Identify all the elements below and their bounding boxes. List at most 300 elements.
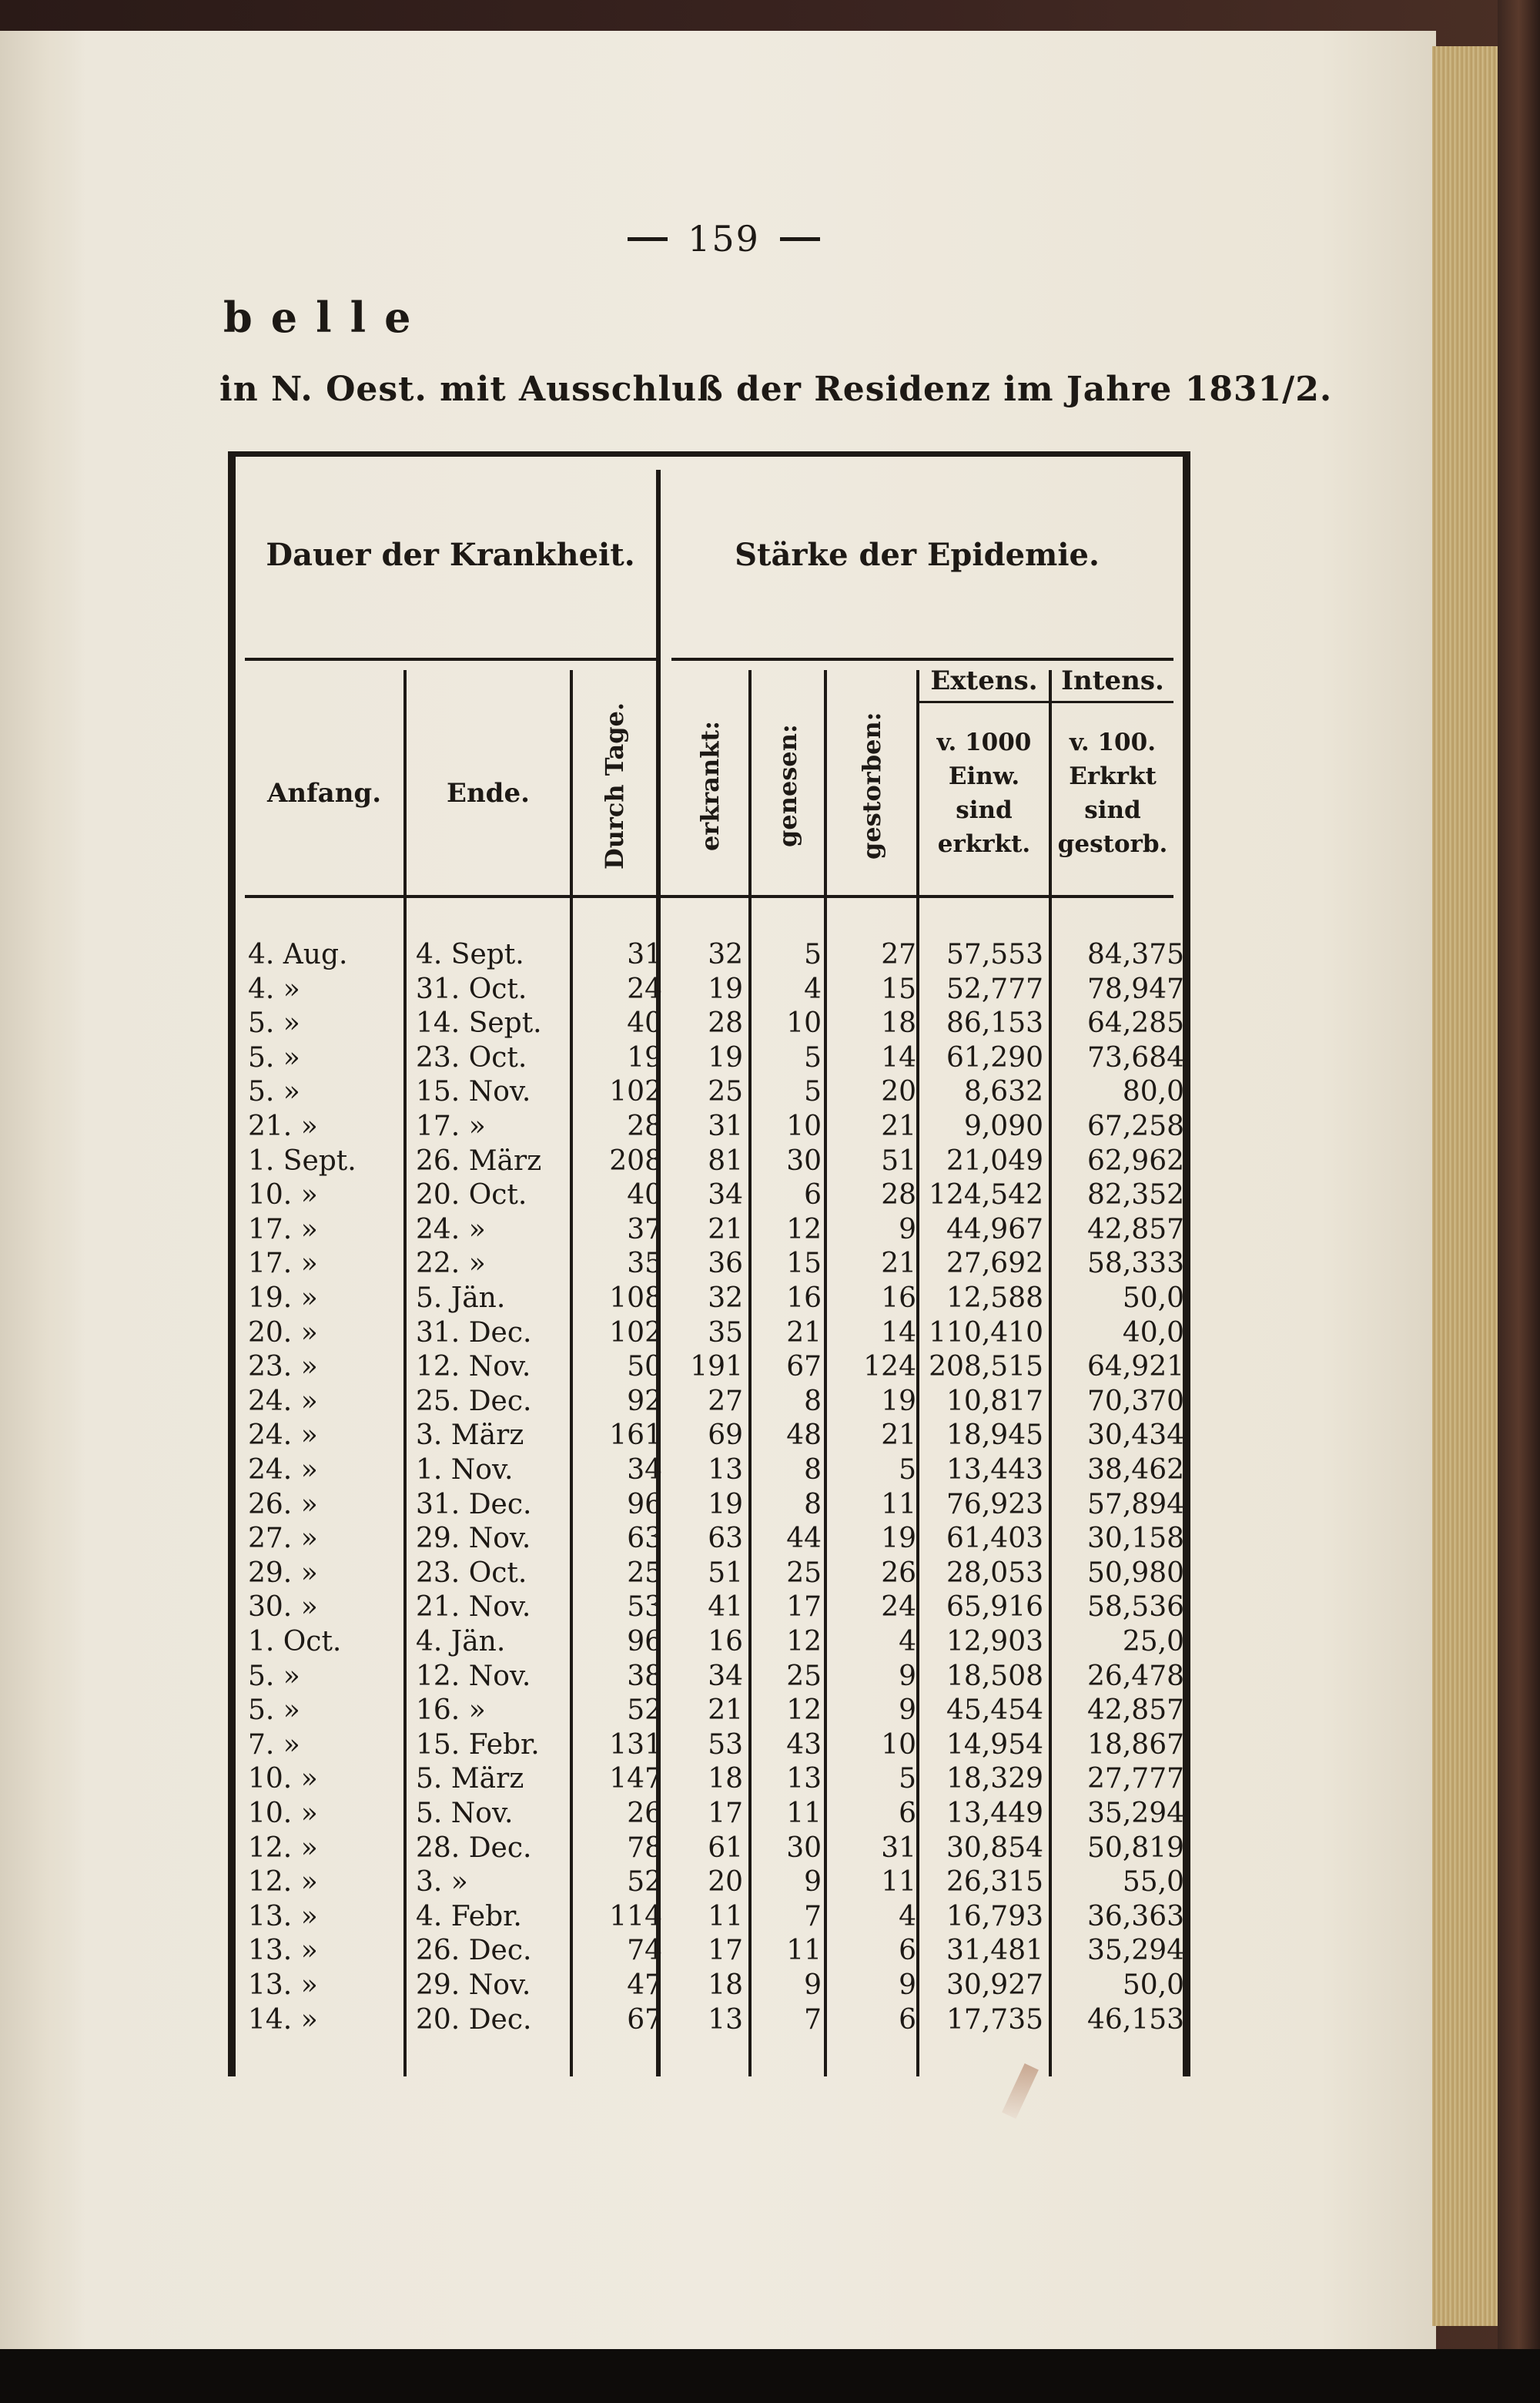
cell-start: 24. » xyxy=(248,1419,318,1452)
cell-dead: 10 xyxy=(881,1728,916,1761)
cell-intens: 58,333 xyxy=(1087,1248,1184,1280)
cell-days: 34 xyxy=(627,1454,662,1486)
table-row xyxy=(0,1832,1232,1865)
cell-dead: 21 xyxy=(881,1419,916,1452)
cell-days: 26 xyxy=(627,1798,662,1829)
cell-end: 31. Dec. xyxy=(416,1316,532,1349)
cell-start: 4. Aug. xyxy=(248,939,348,970)
extens-sub-line: Einw. xyxy=(948,762,1020,790)
cell-recovered: 6 xyxy=(804,1179,822,1212)
cell-recovered: 10 xyxy=(786,1111,822,1142)
cell-recovered: 11 xyxy=(786,1935,822,1967)
cell-dead: 24 xyxy=(881,1591,916,1624)
cell-end: 31. Dec. xyxy=(416,1488,532,1520)
cell-extens: 10,817 xyxy=(946,1385,1043,1417)
intens-sub-line: sind xyxy=(1084,796,1141,824)
table-row xyxy=(0,1488,1232,1522)
page-edges xyxy=(1432,46,1498,2326)
cell-dead: 20 xyxy=(881,1076,916,1108)
cell-dead: 18 xyxy=(881,1007,916,1040)
cell-dead: 5 xyxy=(899,1454,916,1486)
cell-intens: 80,0 xyxy=(1122,1076,1184,1108)
col-header-recovered: genesen: xyxy=(773,724,802,847)
cell-extens: 31,481 xyxy=(946,1935,1043,1967)
cell-dead: 124 xyxy=(863,1351,916,1383)
cell-start: 10. » xyxy=(248,1798,318,1829)
table-row xyxy=(0,2003,1232,2037)
cell-intens: 30,158 xyxy=(1087,1523,1184,1555)
cell-intens: 57,894 xyxy=(1087,1488,1184,1520)
cell-dead: 11 xyxy=(881,1488,916,1520)
cell-intens: 50,819 xyxy=(1087,1832,1184,1864)
cell-extens: 14,954 xyxy=(946,1728,1043,1761)
table-row xyxy=(0,1762,1232,1796)
cell-extens: 61,290 xyxy=(946,1041,1043,1074)
cell-intens: 46,153 xyxy=(1087,2003,1184,2036)
cell-ill: 13 xyxy=(708,2003,743,2036)
cell-intens: 64,285 xyxy=(1087,1007,1184,1040)
cell-recovered: 4 xyxy=(804,973,822,1005)
cell-start: 26. » xyxy=(248,1488,318,1520)
cell-dead: 6 xyxy=(899,1935,916,1967)
cell-dead: 21 xyxy=(881,1248,916,1280)
header-dash-right xyxy=(780,237,820,241)
table-row xyxy=(0,1110,1232,1144)
cell-end: 22. » xyxy=(416,1248,486,1280)
cell-extens: 13,443 xyxy=(946,1454,1043,1486)
cell-days: 40 xyxy=(627,1007,662,1040)
cell-ill: 18 xyxy=(708,1969,743,2001)
title-fragment: belle xyxy=(223,293,430,342)
col-header-days: Durch Tage. xyxy=(600,702,629,870)
col-header-dead: gestorben: xyxy=(857,712,886,860)
cell-ill: 13 xyxy=(708,1454,743,1486)
table-row xyxy=(0,1453,1232,1487)
cell-days: 131 xyxy=(609,1728,662,1761)
cell-days: 96 xyxy=(627,1488,662,1520)
intens-sub-line: gestorb. xyxy=(1057,830,1168,858)
cell-start: 30. » xyxy=(248,1591,318,1624)
cell-extens: 17,735 xyxy=(946,2003,1043,2036)
cell-days: 53 xyxy=(627,1591,662,1624)
cell-ill: 16 xyxy=(708,1626,743,1657)
cell-days: 208 xyxy=(609,1145,662,1177)
cell-start: 19. » xyxy=(248,1282,318,1314)
cell-recovered: 25 xyxy=(786,1557,822,1589)
table-subtitle: in N. Oest. mit Ausschluß der Residenz im Jahre 1831/2. xyxy=(219,370,1333,409)
cell-intens: 25,0 xyxy=(1122,1626,1184,1657)
table-row xyxy=(0,1625,1232,1659)
cell-end: 16. » xyxy=(416,1694,486,1727)
cell-extens: 28,053 xyxy=(946,1557,1043,1589)
cell-extens: 61,403 xyxy=(946,1523,1043,1555)
cell-intens: 26,478 xyxy=(1087,1660,1184,1692)
table-row xyxy=(0,1590,1232,1624)
table-row xyxy=(0,1557,1232,1590)
cell-recovered: 5 xyxy=(804,939,822,970)
cell-days: 78 xyxy=(627,1832,662,1864)
cell-days: 24 xyxy=(627,973,662,1005)
cell-days: 52 xyxy=(627,1866,662,1899)
cell-start: 1. Sept. xyxy=(248,1145,357,1177)
cell-ill: 31 xyxy=(708,1111,743,1142)
cell-ill: 19 xyxy=(708,973,743,1005)
cell-end: 26. Dec. xyxy=(416,1935,532,1967)
cell-recovered: 8 xyxy=(804,1454,822,1486)
cell-extens: 12,588 xyxy=(946,1282,1043,1314)
cell-ill: 32 xyxy=(708,1282,743,1314)
cell-dead: 4 xyxy=(899,1900,916,1932)
table-row xyxy=(0,1282,1232,1315)
cell-intens: 73,684 xyxy=(1087,1041,1184,1074)
cell-extens: 110,410 xyxy=(929,1316,1043,1349)
table-row xyxy=(0,1178,1232,1212)
cell-start: 17. » xyxy=(248,1248,318,1280)
cell-dead: 9 xyxy=(899,1213,916,1245)
cell-start: 13. » xyxy=(248,1969,318,2001)
cell-days: 92 xyxy=(627,1385,662,1417)
cell-ill: 18 xyxy=(708,1763,743,1795)
cell-start: 10. » xyxy=(248,1763,318,1795)
cell-ill: 19 xyxy=(708,1041,743,1074)
cell-recovered: 9 xyxy=(804,1866,822,1899)
cell-days: 96 xyxy=(627,1626,662,1657)
cell-start: 10. » xyxy=(248,1179,318,1212)
table-row xyxy=(0,1865,1232,1899)
table-row xyxy=(0,1969,1232,2002)
table-row xyxy=(0,1041,1232,1075)
cell-dead: 28 xyxy=(881,1179,916,1212)
cell-dead: 9 xyxy=(899,1694,916,1727)
intens-subheader xyxy=(1052,716,1173,870)
cell-ill: 69 xyxy=(708,1419,743,1452)
cell-ill: 21 xyxy=(708,1694,743,1727)
table-row xyxy=(0,1385,1232,1419)
cell-days: 114 xyxy=(609,1900,662,1932)
cell-intens: 84,375 xyxy=(1087,939,1184,970)
cell-start: 13. » xyxy=(248,1935,318,1967)
cell-intens: 70,370 xyxy=(1087,1385,1184,1417)
cell-ill: 36 xyxy=(708,1248,743,1280)
cell-end: 1. Nov. xyxy=(416,1454,514,1486)
cell-ill: 34 xyxy=(708,1179,743,1212)
table-row xyxy=(0,1728,1232,1762)
cell-intens: 82,352 xyxy=(1087,1179,1184,1212)
cell-recovered: 21 xyxy=(786,1316,822,1349)
ext-int-rule xyxy=(916,701,1173,703)
cell-extens: 86,153 xyxy=(946,1007,1043,1040)
cell-end: 25. Dec. xyxy=(416,1385,532,1417)
intens-sub-line: v. 100. xyxy=(1070,729,1156,756)
cell-recovered: 15 xyxy=(786,1248,822,1280)
table-row xyxy=(0,1797,1232,1831)
cell-start: 5. » xyxy=(248,1660,300,1692)
table-row xyxy=(0,1522,1232,1556)
cell-start: 29. » xyxy=(248,1557,318,1589)
cell-recovered: 16 xyxy=(786,1282,822,1314)
cell-extens: 65,916 xyxy=(946,1591,1043,1624)
cell-ill: 191 xyxy=(690,1351,743,1383)
cell-days: 147 xyxy=(609,1763,662,1795)
cell-dead: 15 xyxy=(881,973,916,1005)
cell-dead: 6 xyxy=(899,2003,916,2036)
cell-start: 5. » xyxy=(248,1694,300,1727)
cell-start: 5. » xyxy=(248,1041,300,1074)
cell-days: 25 xyxy=(627,1557,662,1589)
header-dash-left xyxy=(628,237,668,241)
cell-days: 52 xyxy=(627,1694,662,1727)
cell-recovered: 13 xyxy=(786,1763,822,1795)
table-row xyxy=(0,938,1232,972)
cell-dead: 11 xyxy=(881,1866,916,1899)
cell-recovered: 8 xyxy=(804,1488,822,1520)
cell-extens: 44,967 xyxy=(946,1213,1043,1245)
table-row xyxy=(0,1316,1232,1350)
cell-intens: 64,921 xyxy=(1087,1351,1184,1383)
cell-end: 20. Dec. xyxy=(416,2003,532,2036)
cell-dead: 19 xyxy=(881,1523,916,1555)
duration-subhead-line xyxy=(245,658,656,661)
cell-dead: 27 xyxy=(881,939,916,970)
table-row xyxy=(0,1660,1232,1694)
cell-days: 161 xyxy=(609,1419,662,1452)
cell-end: 5. Jän. xyxy=(416,1282,506,1314)
cell-ill: 41 xyxy=(708,1591,743,1624)
cell-intens: 35,294 xyxy=(1087,1935,1184,1967)
cell-intens: 18,867 xyxy=(1087,1728,1184,1761)
cell-intens: 55,0 xyxy=(1122,1866,1184,1899)
col-header-start: Anfang. xyxy=(266,778,382,809)
cell-end: 14. Sept. xyxy=(416,1007,542,1040)
cell-ill: 17 xyxy=(708,1798,743,1829)
background-strip xyxy=(0,2349,1540,2403)
cell-dead: 9 xyxy=(899,1969,916,2001)
col-header-ill: erkrankt: xyxy=(695,720,725,851)
cell-days: 31 xyxy=(627,939,662,970)
cell-start: 13. » xyxy=(248,1900,318,1932)
cell-recovered: 7 xyxy=(804,1900,822,1932)
cell-ill: 81 xyxy=(708,1145,743,1177)
cell-dead: 21 xyxy=(881,1111,916,1142)
cell-extens: 18,945 xyxy=(946,1419,1043,1452)
table-row xyxy=(0,1145,1232,1178)
cell-dead: 4 xyxy=(899,1626,916,1657)
cell-end: 4. Febr. xyxy=(416,1900,522,1932)
cell-days: 38 xyxy=(627,1660,662,1692)
cell-recovered: 7 xyxy=(804,2003,822,2036)
cell-end: 20. Oct. xyxy=(416,1179,527,1212)
cell-intens: 62,962 xyxy=(1087,1145,1184,1177)
cell-ill: 35 xyxy=(708,1316,743,1349)
cell-start: 20. » xyxy=(248,1316,318,1349)
cell-ill: 19 xyxy=(708,1488,743,1520)
cell-start: 21. » xyxy=(248,1111,318,1142)
book-spine xyxy=(1498,0,1540,2403)
cell-start: 4. » xyxy=(248,973,300,1005)
cell-recovered: 10 xyxy=(786,1007,822,1040)
cell-start: 5. » xyxy=(248,1076,300,1108)
intens-sub-line: Erkrkt xyxy=(1069,762,1157,790)
cell-end: 12. Nov. xyxy=(416,1660,531,1692)
page-header xyxy=(570,216,878,262)
cell-extens: 30,927 xyxy=(946,1969,1043,2001)
header-bottom-line xyxy=(245,895,1173,898)
cell-end: 3. » xyxy=(416,1866,468,1899)
table-row xyxy=(0,1213,1232,1247)
cell-days: 19 xyxy=(627,1041,662,1074)
table-row xyxy=(0,1419,1232,1453)
cell-end: 29. Nov. xyxy=(416,1969,531,2001)
cell-end: 5. März xyxy=(416,1763,524,1795)
cell-intens: 42,857 xyxy=(1087,1213,1184,1245)
cell-days: 67 xyxy=(627,2003,662,2036)
cell-start: 24. » xyxy=(248,1385,318,1417)
cell-days: 63 xyxy=(627,1523,662,1555)
table-row xyxy=(0,1007,1232,1041)
cell-days: 108 xyxy=(609,1282,662,1314)
cell-extens: 45,454 xyxy=(946,1694,1043,1727)
table-row xyxy=(0,1694,1232,1728)
cell-ill: 61 xyxy=(708,1832,743,1864)
cell-ill: 28 xyxy=(708,1007,743,1040)
cell-dead: 51 xyxy=(881,1145,916,1177)
cell-ill: 17 xyxy=(708,1935,743,1967)
cell-extens: 26,315 xyxy=(946,1866,1043,1899)
cell-start: 23. » xyxy=(248,1351,318,1383)
cell-dead: 9 xyxy=(899,1660,916,1692)
cell-intens: 35,294 xyxy=(1087,1798,1184,1829)
group-strength-header: Stärke der Epidemie. xyxy=(735,536,1100,573)
cell-ill: 32 xyxy=(708,939,743,970)
cell-ill: 34 xyxy=(708,1660,743,1692)
cell-extens: 12,903 xyxy=(946,1626,1043,1657)
cell-end: 4. Jän. xyxy=(416,1626,506,1657)
cell-days: 50 xyxy=(627,1351,662,1383)
cell-extens: 16,793 xyxy=(946,1900,1043,1932)
cell-recovered: 17 xyxy=(786,1591,822,1624)
cell-end: 21. Nov. xyxy=(416,1591,531,1624)
cell-days: 35 xyxy=(627,1248,662,1280)
cell-recovered: 5 xyxy=(804,1041,822,1074)
cell-end: 4. Sept. xyxy=(416,939,524,970)
cell-end: 23. Oct. xyxy=(416,1041,527,1074)
cell-end: 24. » xyxy=(416,1213,486,1245)
cell-dead: 26 xyxy=(881,1557,916,1589)
cell-end: 28. Dec. xyxy=(416,1832,532,1864)
cell-intens: 38,462 xyxy=(1087,1454,1184,1486)
cell-start: 14. » xyxy=(248,2003,318,2036)
extens-sub-line: v. 1000 xyxy=(936,729,1032,756)
cell-extens: 9,090 xyxy=(963,1111,1043,1142)
cell-extens: 13,449 xyxy=(946,1798,1043,1829)
cell-days: 47 xyxy=(627,1969,662,2001)
cell-recovered: 67 xyxy=(786,1351,822,1383)
cell-recovered: 8 xyxy=(804,1385,822,1417)
strength-subhead-line xyxy=(671,658,1173,661)
cell-days: 74 xyxy=(627,1935,662,1967)
col-header-end: Ende. xyxy=(447,778,530,809)
cell-start: 7. » xyxy=(248,1728,300,1761)
cell-dead: 14 xyxy=(881,1041,916,1074)
cell-days: 102 xyxy=(609,1076,662,1108)
cell-dead: 16 xyxy=(881,1282,916,1314)
cell-intens: 78,947 xyxy=(1087,973,1184,1005)
cell-extens: 18,329 xyxy=(946,1763,1043,1795)
cell-recovered: 30 xyxy=(786,1145,822,1177)
cell-end: 31. Oct. xyxy=(416,973,527,1005)
cell-extens: 30,854 xyxy=(946,1832,1043,1864)
cell-recovered: 12 xyxy=(786,1213,822,1245)
cell-start: 24. » xyxy=(248,1454,318,1486)
cell-ill: 25 xyxy=(708,1076,743,1108)
table-row xyxy=(0,1075,1232,1109)
cell-intens: 50,0 xyxy=(1122,1282,1184,1314)
cell-end: 26. März xyxy=(416,1145,542,1177)
cell-extens: 27,692 xyxy=(946,1248,1043,1280)
extens-header: Extens. xyxy=(930,665,1038,696)
cell-end: 15. Febr. xyxy=(416,1728,540,1761)
cell-end: 5. Nov. xyxy=(416,1798,514,1829)
cell-end: 15. Nov. xyxy=(416,1076,531,1108)
cell-start: 17. » xyxy=(248,1213,318,1245)
table-row xyxy=(0,1900,1232,1934)
cell-intens: 50,0 xyxy=(1122,1969,1184,2001)
cell-extens: 8,632 xyxy=(963,1076,1043,1108)
cell-ill: 27 xyxy=(708,1385,743,1417)
cell-recovered: 44 xyxy=(786,1523,822,1555)
cell-ill: 21 xyxy=(708,1213,743,1245)
cell-days: 40 xyxy=(627,1179,662,1212)
cell-recovered: 11 xyxy=(786,1798,822,1829)
cell-days: 37 xyxy=(627,1213,662,1245)
table-row xyxy=(0,1350,1232,1384)
cell-end: 23. Oct. xyxy=(416,1557,527,1589)
cell-dead: 5 xyxy=(899,1763,916,1795)
cell-end: 12. Nov. xyxy=(416,1351,531,1383)
cell-recovered: 48 xyxy=(786,1419,822,1452)
page-number: 159 xyxy=(688,218,760,260)
cell-recovered: 5 xyxy=(804,1076,822,1108)
cell-start: 5. » xyxy=(248,1007,300,1040)
cell-ill: 51 xyxy=(708,1557,743,1589)
cell-end: 17. » xyxy=(416,1111,486,1142)
cell-extens: 124,542 xyxy=(929,1179,1043,1212)
table-row xyxy=(0,973,1232,1007)
cell-extens: 52,777 xyxy=(946,973,1043,1005)
extens-sub-line: erkrkt. xyxy=(937,830,1031,858)
cell-extens: 21,049 xyxy=(946,1145,1043,1177)
cell-intens: 36,363 xyxy=(1087,1900,1184,1932)
cell-intens: 67,258 xyxy=(1087,1111,1184,1142)
table-row xyxy=(0,1247,1232,1281)
cell-dead: 14 xyxy=(881,1316,916,1349)
cell-days: 28 xyxy=(627,1111,662,1142)
cell-start: 1. Oct. xyxy=(248,1626,342,1657)
cell-recovered: 43 xyxy=(786,1728,822,1761)
cell-dead: 31 xyxy=(881,1832,916,1864)
cell-intens: 42,857 xyxy=(1087,1694,1184,1727)
cell-dead: 6 xyxy=(899,1798,916,1829)
cell-end: 3. März xyxy=(416,1419,524,1452)
cell-recovered: 12 xyxy=(786,1694,822,1727)
cell-intens: 40,0 xyxy=(1122,1316,1184,1349)
cell-ill: 63 xyxy=(708,1523,743,1555)
cell-extens: 76,923 xyxy=(946,1488,1043,1520)
cell-ill: 53 xyxy=(708,1728,743,1761)
cell-recovered: 25 xyxy=(786,1660,822,1692)
cell-recovered: 30 xyxy=(786,1832,822,1864)
cell-dead: 19 xyxy=(881,1385,916,1417)
